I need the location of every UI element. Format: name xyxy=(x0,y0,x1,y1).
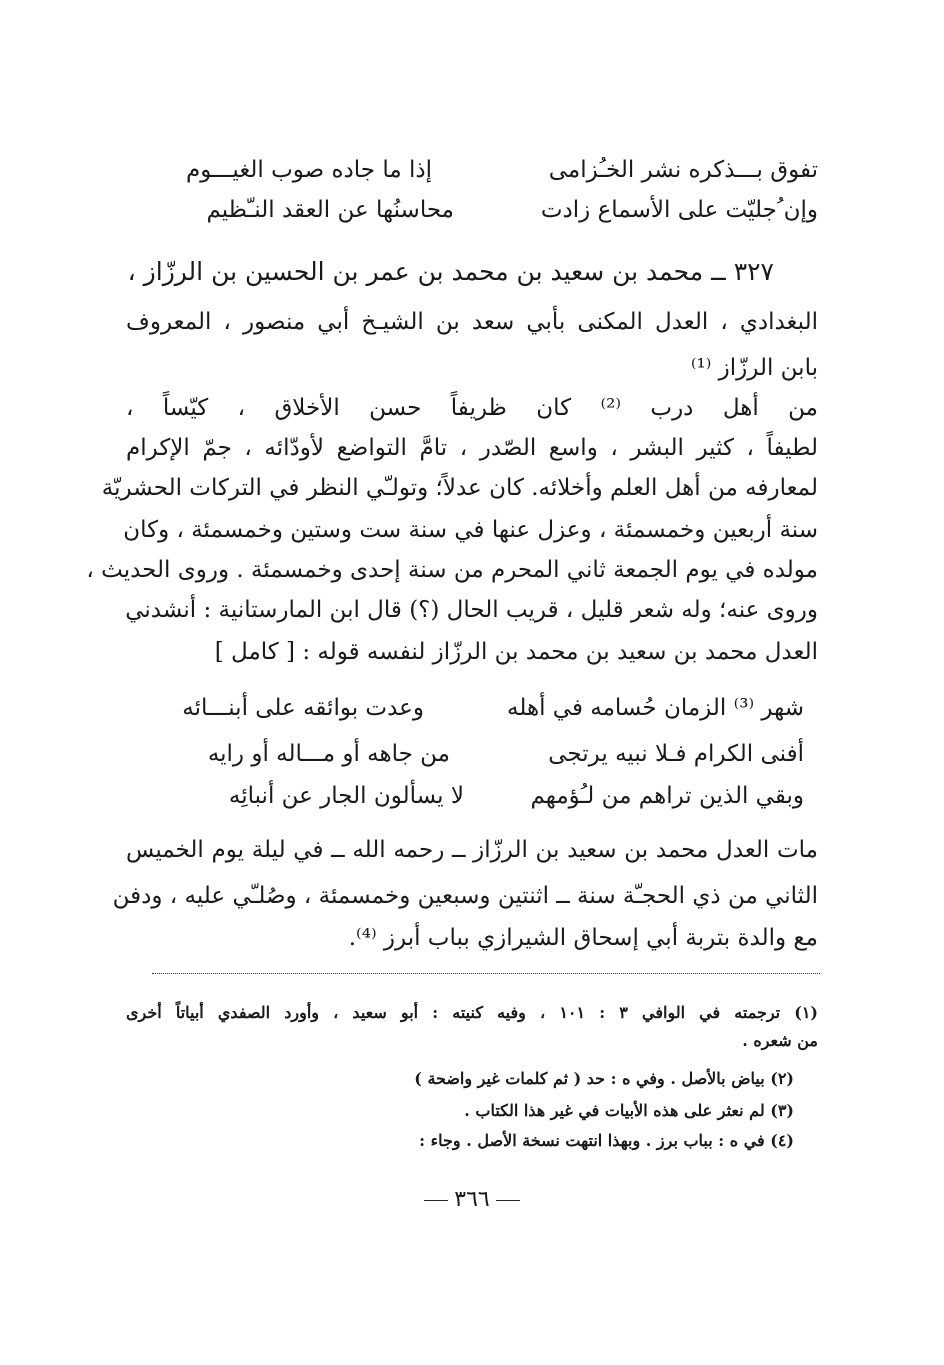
verse-1-first-hemistich: تفوق بـــذكره نشر الخـُزامى xyxy=(548,157,818,183)
verse-2-first-hemistich: وإن ُجليّت على الأسماع زادت xyxy=(540,197,818,223)
footnote-1: (١) ترجمته في الوافي ٣ : ١٠١ ، وفيه كنيته : أبو سعيد ، وأورد الصفدي أبياتاً أخرى xyxy=(126,1003,818,1022)
entry-line-7: مولده في يوم الجمعة ثاني المحرم من سنة إحدى وخمسمئة . وروى الحديث ، xyxy=(86,557,818,583)
page-number xyxy=(0,1185,944,1215)
footnote-1-continued: من شعره . xyxy=(742,1031,818,1050)
death-line-2: الثاني من ذي الحجـّة سنة ــ اثنتين وسبعين وخمسمئة ، وصُلـّي عليه ، ودفن xyxy=(112,883,818,909)
entry-heading: ٣٢٧ ــ محمد بن سعيد بن محمد بن عمر بن الحسين بن الرزّاز ، xyxy=(127,257,774,286)
entry-line-3: من أهل درب ⁽²⁾ كان ظريفاً حسن الأخلاق ، كيّساً ، xyxy=(126,395,818,421)
footnote-4: (٤) في ه : بباب برز . وبهذا انتهت نسخة الأصل . وجاء : xyxy=(419,1131,794,1150)
entry-line-4: لطيفاً ، كثير البشر ، واسع الصّدر ، تامَّ التواضع لأودّائه ، جمّ الإكرام xyxy=(126,435,818,461)
entry-line-9: العدل محمد بن سعيد بن محمد بن الرزّاز لنفسه قوله : [ كامل ] xyxy=(214,639,818,665)
page-number-dash-left xyxy=(496,1200,520,1201)
death-line-1: مات العدل محمد بن سعيد بن الرزّاز ــ رحمه الله ــ في ليلة يوم الخميس xyxy=(126,837,818,863)
footnote-3: (٣) لم نعثر على هذه الأبيات في غير هذا الكتاب . xyxy=(464,1101,794,1120)
footnote-2: (٢) بياض بالأصل . وفي ه : حد ( ثم كلمات غير واضحة ) xyxy=(414,1069,794,1088)
poem-verse-1-first: شهر ⁽³⁾ الزمان حُسامه في أهله xyxy=(507,695,804,721)
poem-verse-3-first: وبقي الذين تراهم من لـُؤمهم xyxy=(530,783,804,809)
entry-line-8: وروى عنه؛ وله شعر قليل ، قريب الحال (؟) قال ابن المارستانية : أنشدني xyxy=(125,597,818,623)
poem-verse-2-second: من جاهه أو مـــاله أو رايه xyxy=(207,741,450,767)
death-line-3: مع والدة بتربة أبي إسحاق الشيرازي بباب أبرز ⁽⁴⁾. xyxy=(348,925,818,951)
verse-2-second-hemistich: محاسنُها عن العقد النـّظيم xyxy=(206,197,454,223)
verse-1-second-hemistich: إذا ما جاده صوب الغيـــوم xyxy=(186,157,432,183)
poem-verse-2-first: أفنى الكرام فـلا نبيه يرتجى xyxy=(548,741,804,767)
page-number-value: ٣٦٦ xyxy=(454,1187,490,1212)
page-number-dash-right xyxy=(424,1200,448,1201)
entry-line-1: البغدادي ، العدل المكنى بأبي سعد بن الشيـخ أبي منصور ، المعروف xyxy=(126,309,818,335)
poem-verse-3-second: لا يسألون الجار عن أنبائِه xyxy=(228,783,464,809)
poem-verse-1-second: وعدت بوائقه على أبنـــائه xyxy=(182,695,424,721)
entry-line-6: سنة أربعين وخمسمئة ، وعزل عنها في سنة ست وستين وخمسمئة ، وكان xyxy=(123,517,818,543)
footnote-separator xyxy=(152,973,820,974)
entry-line-5: لمعارفه من أهل العلم وأخلائه. كان عدلاً؛ وتولـّي النظر في التركات الحشريّة xyxy=(101,475,818,501)
entry-line-2: بابن الرزّاز ⁽¹⁾ xyxy=(690,355,818,381)
